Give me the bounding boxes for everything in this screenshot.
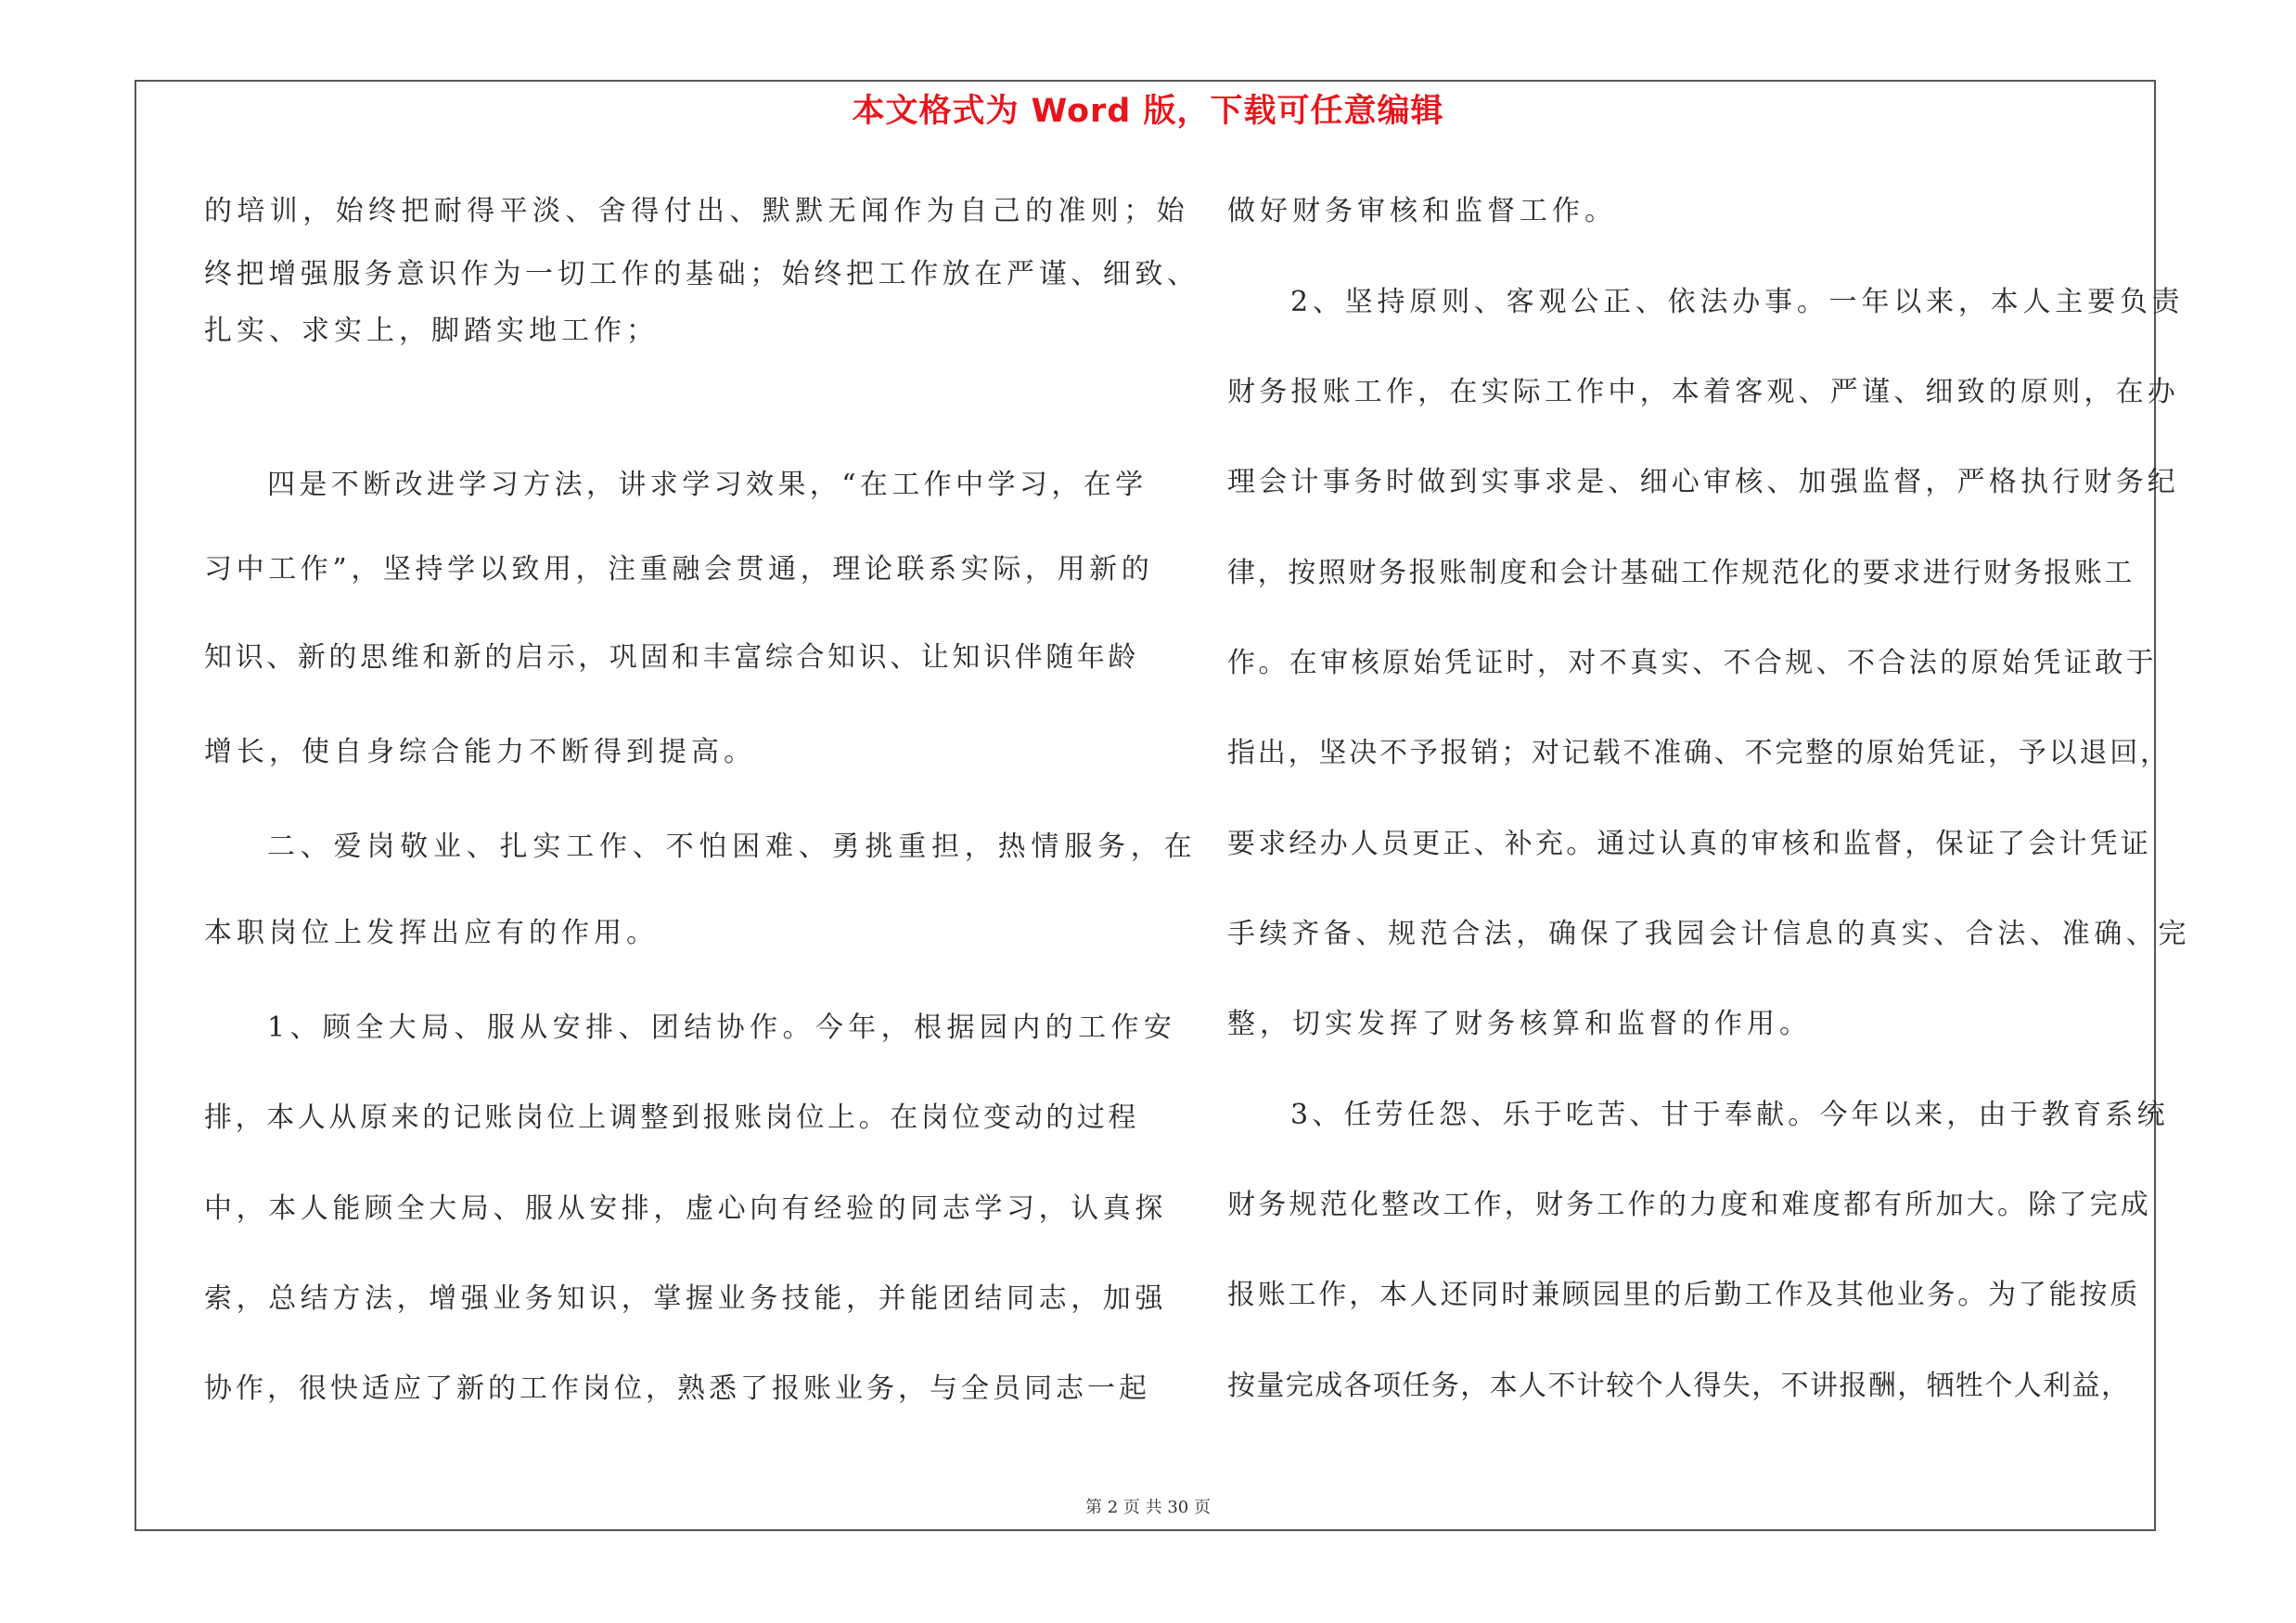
text-line: 整，切实发挥了财务核算和监督的作用。 bbox=[1227, 1008, 1812, 1040]
text-line: 二、爱岗敬业、扎实工作、不怕困难、勇挑重担，热情服务，在 bbox=[267, 831, 1198, 863]
text-line: 协作，很快适应了新的工作岗位，熟悉了报账业务，与全员同志一起 bbox=[204, 1372, 1150, 1405]
text-line: 要求经办人员更正、补充。通过认真的审核和监督，保证了会计凭证 bbox=[1227, 828, 2151, 860]
text-line: 3、任劳任怨、乐于吃苦、甘于奉献。今年以来，由于教育系统 bbox=[1290, 1099, 2169, 1131]
text-line: 做好财务审核和监督工作。 bbox=[1227, 195, 1617, 227]
text-line: 按量完成各项任务，本人不计较个人得失，不讲报酬，牺牲个人利益， bbox=[1227, 1370, 2131, 1402]
text-line: 手续齐备、规范合法，确保了我园会计信息的真实、合法、准确、完 bbox=[1227, 918, 2190, 950]
text-line: 指出，坚决不予报销；对记载不准确、不完整的原始凭证，予以退回， bbox=[1227, 737, 2171, 769]
text-line: 增长，使自身综合能力不断得到提高。 bbox=[204, 736, 756, 768]
text-line: 本职岗位上发挥出应有的作用。 bbox=[204, 917, 659, 949]
text-line: 知识、新的思维和新的启示，巩固和丰富综合知识、让知识伴随年龄 bbox=[204, 641, 1139, 674]
text-line: 财务规范化整改工作，财务工作的力度和难度都有所加大。除了完成 bbox=[1227, 1189, 2151, 1221]
text-line: 四是不断改进学习方法，讲求学习效果，“在工作中学习，在学 bbox=[267, 469, 1148, 501]
text-line: 的培训，始终把耐得平淡、舍得付出、默默无闻作为自己的准则；始 bbox=[204, 195, 1189, 227]
text-line: 财务报账工作，在实际工作中，本着客观、严谨、细致的原则，在办 bbox=[1227, 376, 2179, 408]
text-line: 中，本人能顾全大局、服从安排，虚心向有经验的同志学习，认真探 bbox=[204, 1192, 1167, 1225]
text-line: 1、顾全大局、服从安排、团结协作。今年，根据园内的工作安 bbox=[267, 1011, 1177, 1044]
text-line: 终把增强服务意识作为一切工作的基础；始终把工作放在严谨、细致、 bbox=[204, 258, 1199, 290]
text-line: 作。在审核原始凭证时，对不真实、不合规、不合法的原始凭证敢于 bbox=[1227, 647, 2157, 679]
text-line: 理会计事务时做到实事求是、细心审核、加强监督，严格执行财务纪 bbox=[1227, 466, 2179, 498]
text-line: 排，本人从原来的记账岗位上调整到报账岗位上。在岗位变动的过程 bbox=[204, 1101, 1139, 1134]
text-line: 2、坚持原则、客观公正、依法办事。一年以来，本人主要负责 bbox=[1290, 286, 2185, 318]
text-line: 习中工作”，坚持学以致用，注重融会贯通，理论联系实际，用新的 bbox=[204, 553, 1154, 586]
text-line: 索，总结方法，增强业务知识，掌握业务技能，并能团结同志，加强 bbox=[204, 1282, 1167, 1315]
word-format-banner: 本文格式为 Word 版，下载可任意编辑 bbox=[852, 93, 1444, 130]
text-line: 律，按照财务报账制度和会计基础工作规范化的要求进行财务报账工 bbox=[1227, 557, 2135, 589]
page-number: 第 2 页 共 30 页 bbox=[1085, 1498, 1211, 1517]
text-line: 扎实、求实上，脚踏实地工作； bbox=[204, 315, 659, 347]
text-line: 报账工作，本人还同时兼顾园里的后勤工作及其他业务。为了能按质 bbox=[1227, 1279, 2140, 1311]
